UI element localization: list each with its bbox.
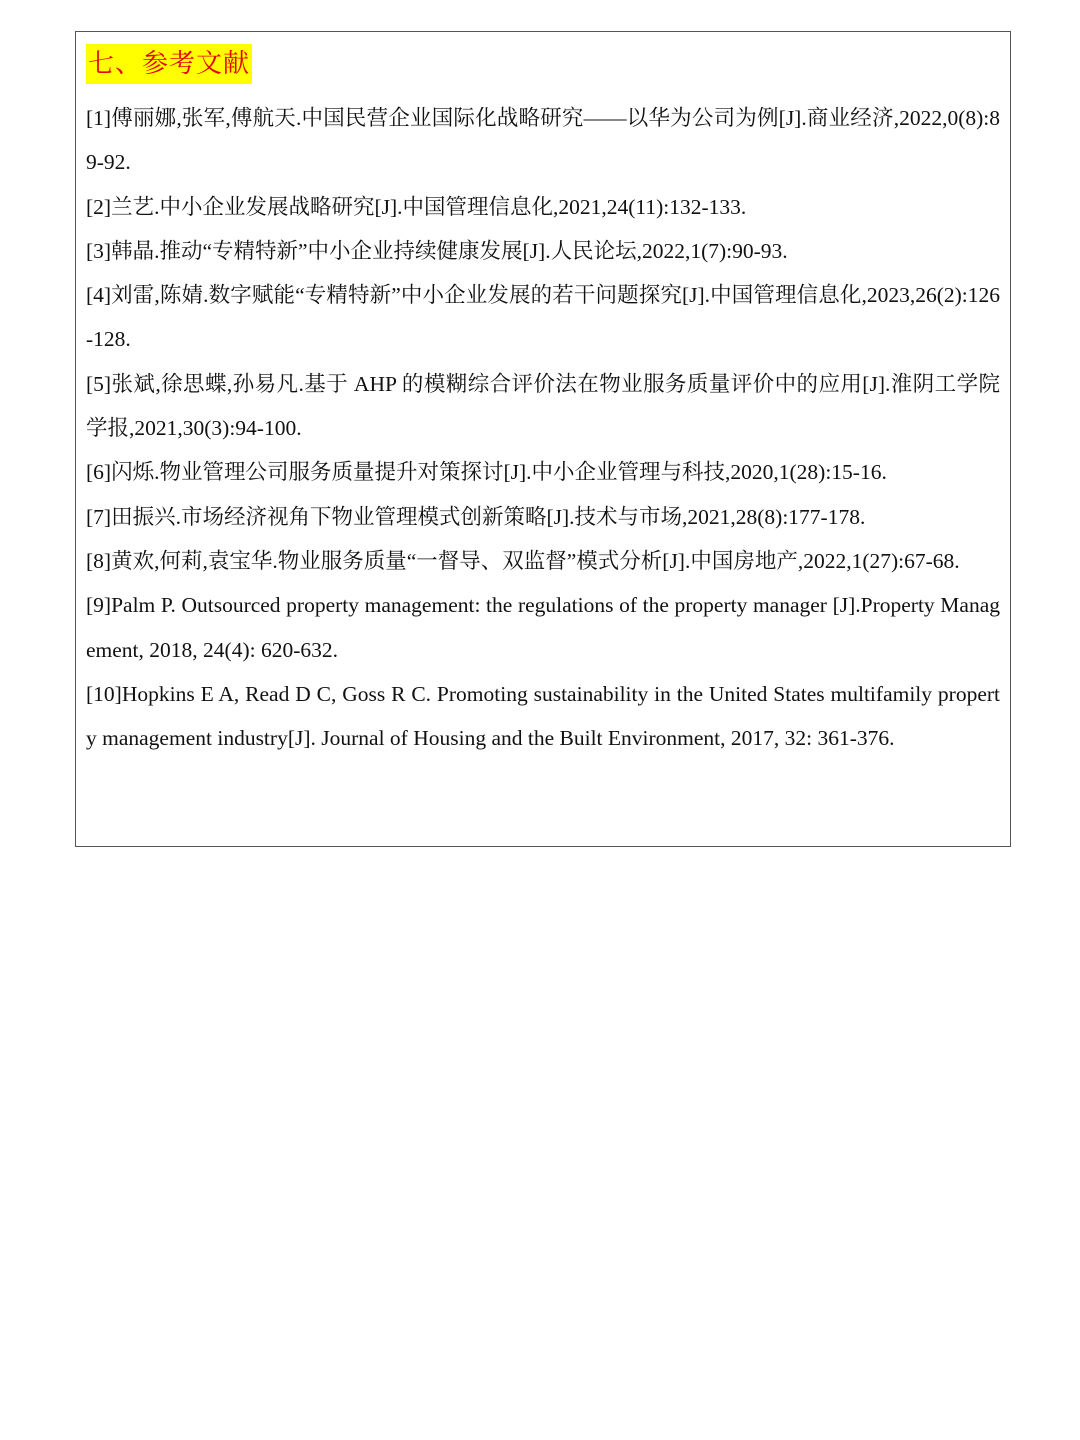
reference-item-1: [1]傅丽娜,张军,傅航天.中国民营企业国际化战略研究——以华为公司为例[J].商业经济,2022,0(8):89-92. — [86, 106, 1000, 175]
reference-item-8: [8]黄欢,何莉,袁宝华.物业服务质量“一督导、双监督”模式分析[J].中国房地产,2022,1(27):67-68. — [86, 548, 960, 573]
reference-item-3: [3]韩晶.推动“专精特新”中小企业持续健康发展[J].人民论坛,2022,1(7):90-93. — [86, 238, 788, 263]
section-title: 七、参考文献 — [86, 44, 252, 84]
reference-item-4: [4]刘雷,陈婧.数字赋能“专精特新”中小企业发展的若干问题探究[J].中国管理信息化,2023,26(2):126-128. — [86, 283, 1000, 352]
reference-item-10: [10]Hopkins E A, Read D C, Goss R C. Promoting sustainability in the United States multifamily property management industry[J]. Journal of Housing and the Built Environment, 2017, 32: 361-376. — [86, 681, 1000, 751]
references-box — [75, 31, 1011, 847]
reference-list — [86, 96, 1000, 760]
reference-item-2: [2]兰艺.中小企业发展战略研究[J].中国管理信息化,2021,24(11):132-133. — [86, 194, 747, 219]
reference-item-9: [9]Palm P. Outsourced property management: the regulations of the property manager [J].Property Management, 2018, 24(4): 620-632. — [86, 593, 1000, 662]
reference-item-5: [5]张斌,徐思蝶,孙易凡.基于 AHP 的模糊综合评价法在物业服务质量评价中的应用[J].淮阴工学院学报,2021,30(3):94-100. — [86, 371, 1000, 441]
reference-item-6: [6]闪烁.物业管理公司服务质量提升对策探讨[J].中小企业管理与科技,2020,1(28):15-16. — [86, 460, 887, 485]
reference-item-7: [7]田振兴.市场经济视角下物业管理模式创新策略[J].技术与市场,2021,28(8):177-178. — [86, 504, 866, 529]
